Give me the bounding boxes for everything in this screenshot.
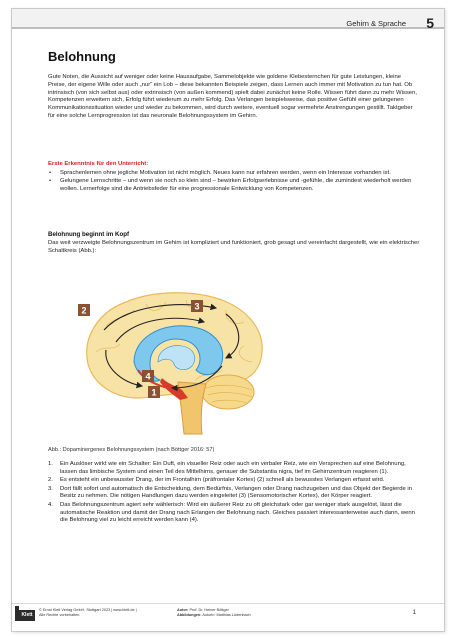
- copyright-line: Alle Rechte vorbehalten.: [39, 612, 81, 617]
- step-text: Ein Auslöser wirkt wie ein Schalter: Ein Duft, ein visueller Reiz oder auch ein verbaler Reiz, wie ein Versprechen auf eine Belohnung, lassen das limbische System und einen Teil des Mittelhirns, genauer die Substantia nigra, tief im Gehirnzentrum reagieren (1).: [60, 461, 406, 475]
- header-title: Gehirn & Sprache: [346, 19, 406, 28]
- insights-list: [48, 170, 420, 193]
- step-text: Es entsteht ein unbewusster Drang, der im Frontalhirn (präfrontaler Kortex) (2) schnell als bewusstes Verlangen erfasst wird.: [60, 477, 385, 484]
- step-item: [48, 461, 422, 477]
- brainstem-shape: [178, 382, 206, 434]
- page-title: Belohnung: [48, 49, 116, 64]
- brain-reward-figure: [76, 286, 272, 436]
- figure-caption: Abb.: Dopaminergenes Belohnungssystem (nach Böttger 2016: 57): [48, 447, 215, 453]
- footer-rule: [12, 603, 444, 604]
- step-number: 1.: [48, 461, 53, 467]
- marker-3: [191, 300, 203, 312]
- chapter-number: 5: [426, 15, 434, 31]
- intro-paragraph: Gute Noten, die Aussicht auf weniger oder keine Hausaufgabe, Sammelobjekte wie goldene Klebesternchen für gute Leistungen, kleine Preise, der eigene Wille oder auch „nur“ ein Lob – diese bekannten Beispiele zeigen, dass Lernen auch immer mit Motivation zu tun hat. Ob intrinsisch (von sich selbst aus) oder extrinsisch (von außen kommend) spielt dabei zunächst keine Rolle. Wissen führt dann zu mehr Wissen, Kompetenzen erweitern sich, Erfolg führt wiederum zu mehr Erfolg. Das Verlangen beispielsweise, das positive Gefühl einer gelungenen Kommunikationssituation wieder und wieder zu bekommen, wird durch weitere, eventuell sogar vermehrte Anstrengungen gestillt. Taktgeber für eine solche Lernprogression ist das neuronale Belohnungssystem im Gehirn.: [48, 74, 417, 119]
- page-header: [12, 9, 444, 35]
- images-label: Abbildungen:: [177, 612, 202, 617]
- footer-copyright: [39, 608, 149, 618]
- marker-label: 4: [145, 371, 151, 382]
- section-text: Das weit verzweigte Belohnungszentrum im Gehirn ist kompliziert und funktioniert, grob gesagt und vereinfacht dargestellt, wie ein elektrischer Schaltkreis (Abb.):: [48, 240, 420, 254]
- document-page: [11, 8, 445, 632]
- step-text: Das Belohnungszentrum agiert sehr wählerisch: Wird ein äußerer Reiz zu oft gleichstark oder gar weniger stark ausgelöst, lässt die automatische Reaktion und damit der Drang nach Erlangen der Belohnung nach. Gleiches passiert interessanterweise auch dann, wenn die Belohnung viel zu leicht erreicht werden kann (4).: [60, 501, 415, 524]
- publisher-logo: Klett: [19, 610, 35, 621]
- copyright-line: © Ernst Klett Verlag GmbH, Stuttgart 2023 | www.klett.de |: [39, 608, 137, 612]
- step-number: 2.: [48, 477, 53, 484]
- step-item: [48, 477, 422, 485]
- step-text: Dort fällt sofort und automatisch die Entscheidung, dem Bedürfnis, Verlangen oder Drang nachzugeben und das Objekt der Begierde in Besitz zu nehmen. Die nötigen Handlungen dazu werden eingeleitet (3) (Sensomotorischer Kortex), der Körper reagiert.: [60, 485, 413, 500]
- marker-2: [78, 304, 90, 316]
- insight-item: • Sprachenlernen ohne jegliche Motivation ist nicht möglich. Neues kann nur erfahren werden, wenn ein Interesse vorhanden ist.: [48, 170, 420, 178]
- page-footer: [12, 603, 444, 623]
- section-heading: Belohnung beginnt im Kopf: [48, 231, 130, 238]
- marker-label: 1: [151, 387, 157, 398]
- step-number: 4.: [48, 501, 53, 508]
- step-item: [48, 502, 422, 525]
- page-number: 1: [412, 610, 416, 616]
- footer-credits: [177, 608, 307, 618]
- images-credit: Autorin: Matthias Lüdenbach: [202, 612, 251, 617]
- marker-label: 2: [81, 305, 87, 316]
- author-label: Autor:: [177, 608, 189, 612]
- marker-4: [142, 370, 154, 382]
- marker-label: 3: [194, 301, 200, 312]
- insight-item: • Gelungene Lernschritte – und wenn sie noch so klein sind – bewirken Erfolgserlebnisse und -gefühle, die zumindest wiederholt werden wollen. Lernerfolge sind die Antriebsfeder für eine progressionale Entwicklung von Kompetenzen.: [48, 178, 420, 194]
- step-number: 3.: [48, 485, 53, 492]
- author-name: Prof. Dr. Heiner Böttger: [189, 608, 229, 612]
- cerebellum-shape: [202, 375, 254, 409]
- steps-list: [48, 461, 422, 526]
- insights-heading: Erste Erkenntnis für den Unterricht:: [48, 161, 149, 167]
- step-item: [48, 486, 422, 502]
- marker-1: [148, 386, 160, 398]
